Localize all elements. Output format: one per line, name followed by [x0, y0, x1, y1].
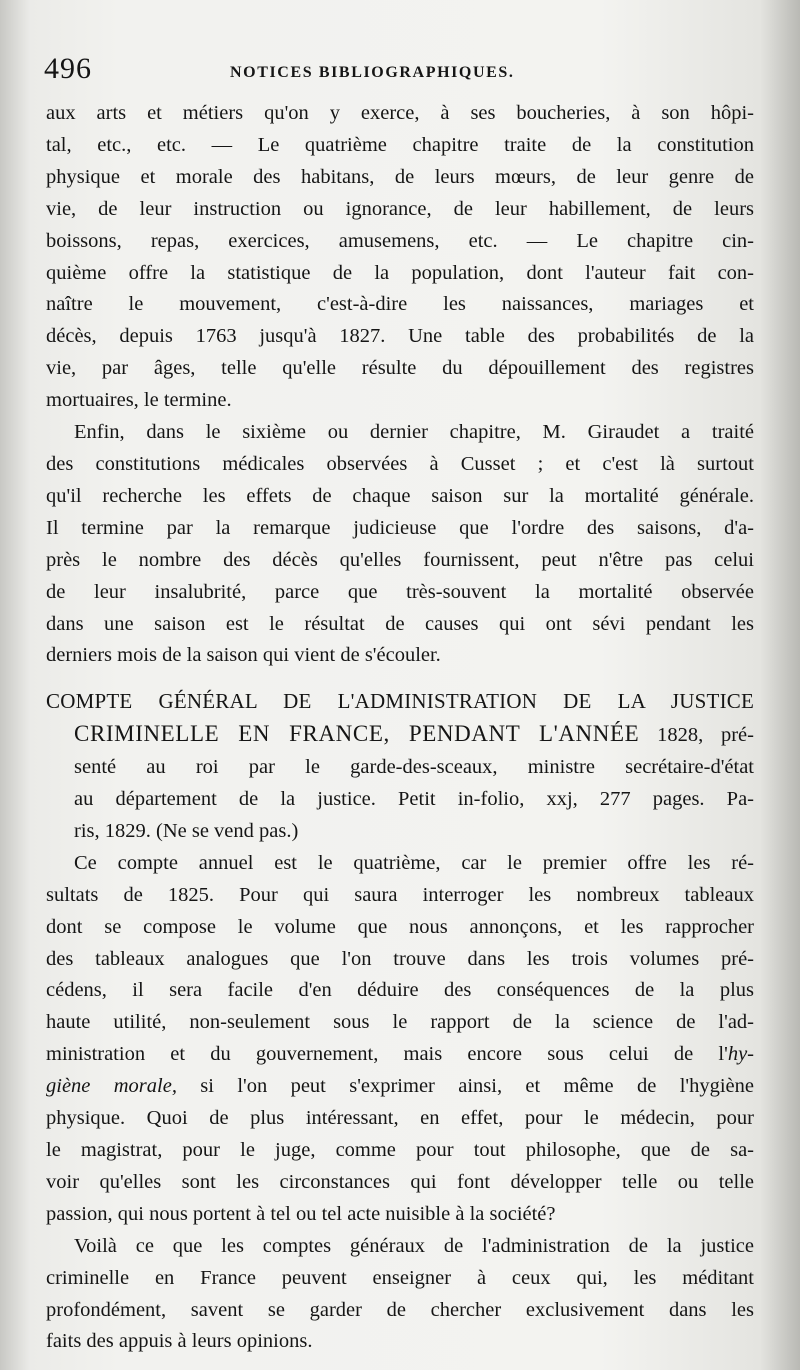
text-line: Voilà ce que les comptes généraux de l'administration de la justice	[74, 1234, 754, 1257]
text-line: tal, etc., etc. — Le quatrième chapitre traite de la constitution	[46, 133, 754, 156]
text-line: sultats de 1825. Pour qui saura interroger les nombreux tableaux	[46, 883, 754, 906]
entry-title-rest: 1828, pré-	[639, 724, 754, 747]
text-line: des constitutions médicales observées à Cusset ; et c'est là surtout	[46, 452, 754, 475]
text-line: passion, qui nous portent à tel ou tel acte nuisible à la société?	[46, 1202, 556, 1225]
text-line: aux arts et métiers qu'on y exerce, à ses boucheries, à son hôpi-	[46, 102, 754, 124]
text-line	[46, 1071, 754, 1103]
text-line: profondément, savent se garder de chercher exclusivement dans les	[46, 1298, 754, 1321]
continuation-paragraph	[46, 98, 754, 417]
text-line	[46, 1039, 754, 1071]
text-line: criminelle en France peuvent enseigner à ceux qui, les méditant	[46, 1266, 754, 1289]
italic-text: hy-	[727, 1043, 754, 1066]
running-head: NOTICES BIBLIOGRAPHIQUES.	[230, 64, 515, 81]
page-number: 496	[44, 52, 92, 85]
entry-title: COMPTE GÉNÉRAL DE L'ADMINISTRATION DE LA JUSTICE	[46, 689, 754, 714]
page-header	[44, 52, 740, 92]
text-line: qu'il recherche les effets de chaque saison sur la mortalité générale.	[46, 484, 754, 507]
text-line: quième offre la statistique de la population, dont l'auteur fait con-	[46, 261, 754, 284]
ce-compte-paragraph	[46, 848, 754, 1231]
voila-paragraph	[46, 1231, 754, 1359]
text-line: derniers mois de la saison qui vient de s'écouler.	[46, 644, 441, 667]
text-line: dans une saison est le résultat de causes qui ont sévi pendant les	[46, 612, 754, 635]
text-line: Ce compte annuel est le quatrième, car le premier offre les ré-	[74, 851, 754, 874]
text-line: ris, 1829. (Ne se vend pas.)	[74, 819, 299, 842]
text-line: de leur insalubrité, parce que très-souvent la mortalité observée	[46, 580, 754, 603]
text-line: Il termine par la remarque judicieuse que l'ordre des saisons, d'a-	[46, 516, 754, 539]
enfin-paragraph	[46, 417, 754, 672]
text-line: des tableaux analogues que l'on trouve dans les trois volumes pré-	[46, 947, 754, 970]
entry-title-caps: CRIMINELLE EN FRANCE, PENDANT L'ANNÉE	[74, 721, 640, 747]
text-line: haute utilité, non-seulement sous le rapport de la science de l'ad-	[46, 1011, 754, 1034]
text-line: dont se compose le volume que nous annonçons, et les rapprocher	[46, 915, 754, 938]
page-body	[46, 98, 754, 1358]
italic-text: giène morale,	[46, 1075, 177, 1098]
text-line: physique. Quoi de plus intéressant, en effet, pour le médecin, pour	[46, 1107, 754, 1130]
text-line: physique et morale des habitans, de leurs mœurs, de leur genre de	[46, 165, 754, 188]
text-line: vie, par âges, telle qu'elle résulte du dépouillement des registres	[46, 357, 754, 380]
text-run: si l'on peut s'exprimer ainsi, et même de l'hygiène	[176, 1075, 754, 1098]
text-line: au département de la justice. Petit in-folio, xxj, 277 pages. Pa-	[74, 788, 754, 811]
text-line: vie, de leur instruction ou ignorance, de leur habillement, de leurs	[46, 197, 754, 220]
text-line: senté au roi par le garde-des-sceaux, ministre secrétaire-d'état	[74, 756, 754, 779]
text-line: mortuaires, le termine.	[46, 389, 232, 412]
text-line: voir qu'elles sont les circonstances qui font développer telle ou telle	[46, 1170, 754, 1193]
compte-entry	[46, 686, 754, 848]
text-line: naître le mouvement, c'est-à-dire les naissances, mariages et	[46, 293, 754, 316]
text-line: décès, depuis 1763 jusqu'à 1827. Une table des probabilités de la	[46, 325, 754, 348]
entry-title-continued	[46, 718, 754, 752]
text-run: ministration et du gouvernement, mais encore sous celui de l'	[46, 1043, 728, 1066]
section-gap	[46, 672, 754, 686]
text-line: près le nombre des décès qu'elles fournissent, peut n'être pas celui	[46, 548, 754, 571]
text-line: cédens, il sera facile d'en déduire des conséquences de la plus	[46, 979, 754, 1002]
text-line: le magistrat, pour le juge, comme pour tout philosophe, que de sa-	[46, 1139, 754, 1161]
text-line: faits des appuis à leurs opinions.	[46, 1330, 313, 1353]
text-line: Enfin, dans le sixième ou dernier chapitre, M. Giraudet a traité	[74, 421, 754, 444]
text-line: boissons, repas, exercices, amusemens, etc. — Le chapitre cin-	[46, 229, 754, 252]
